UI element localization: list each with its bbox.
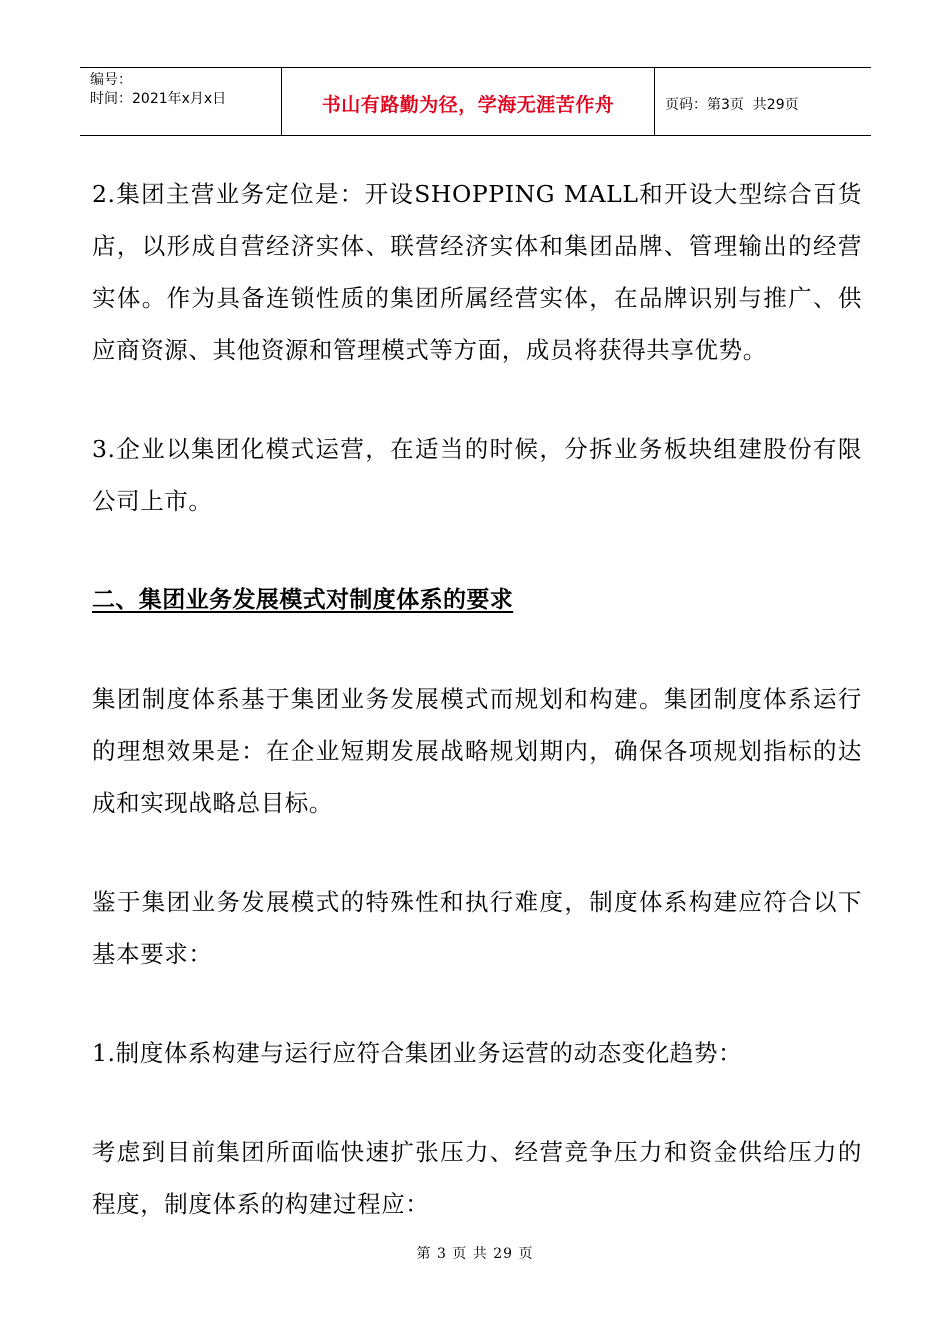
header-meta-cell [80, 68, 282, 135]
section-heading: 二、集团业务发展模式对制度体系的要求 [92, 587, 514, 613]
header-motto: 书山有路勤为径，学海无涯苦作舟 [282, 68, 655, 135]
paragraph-requirement-1: 1.制度体系构建与运行应符合集团业务运营的动态变化趋势： [92, 1039, 743, 1067]
document-body [92, 168, 862, 1230]
paragraph-pressure-context: 考虑到目前集团所面临快速扩张压力、经营竞争压力和资金供给压力的程度，制度体系的构建过程应： [92, 1138, 862, 1218]
paragraph-basic-requirements: 鉴于集团业务发展模式的特殊性和执行难度，制度体系构建应符合以下基本要求： [92, 888, 862, 968]
footer-page-number: 第 3 页 共 29 页 [416, 1246, 534, 1262]
paragraph-ipo-plan: 3.企业以集团化模式运营，在适当的时候，分拆业务板块组建股份有限公司上市。 [92, 435, 862, 515]
page-footer [0, 1243, 950, 1263]
paragraph-business-positioning: 2.集团主营业务定位是：开设SHOPPING MALL和开设大型综合百货店，以形成自营经济实体、联营经济实体和集团品牌、管理输出的经营实体。作为具备连锁性质的集团所属经营实体，在品牌识别与推广、供应商资源、其他资源和管理模式等方面，成员将获得共享优势。 [92, 180, 862, 364]
document-number-label: 编号： [90, 72, 132, 88]
page-header [80, 67, 871, 136]
document-date-label: 时间：2021年x月x日 [90, 91, 227, 107]
paragraph-system-planning: 集团制度体系基于集团业务发展模式而规划和构建。集团制度体系运行的理想效果是：在企业短期发展战略规划期内，确保各项规划指标的达成和实现战略总目标。 [92, 685, 862, 817]
header-page-label: 页码：第3页 共29页 [665, 96, 799, 113]
header-page-cell [655, 68, 871, 135]
